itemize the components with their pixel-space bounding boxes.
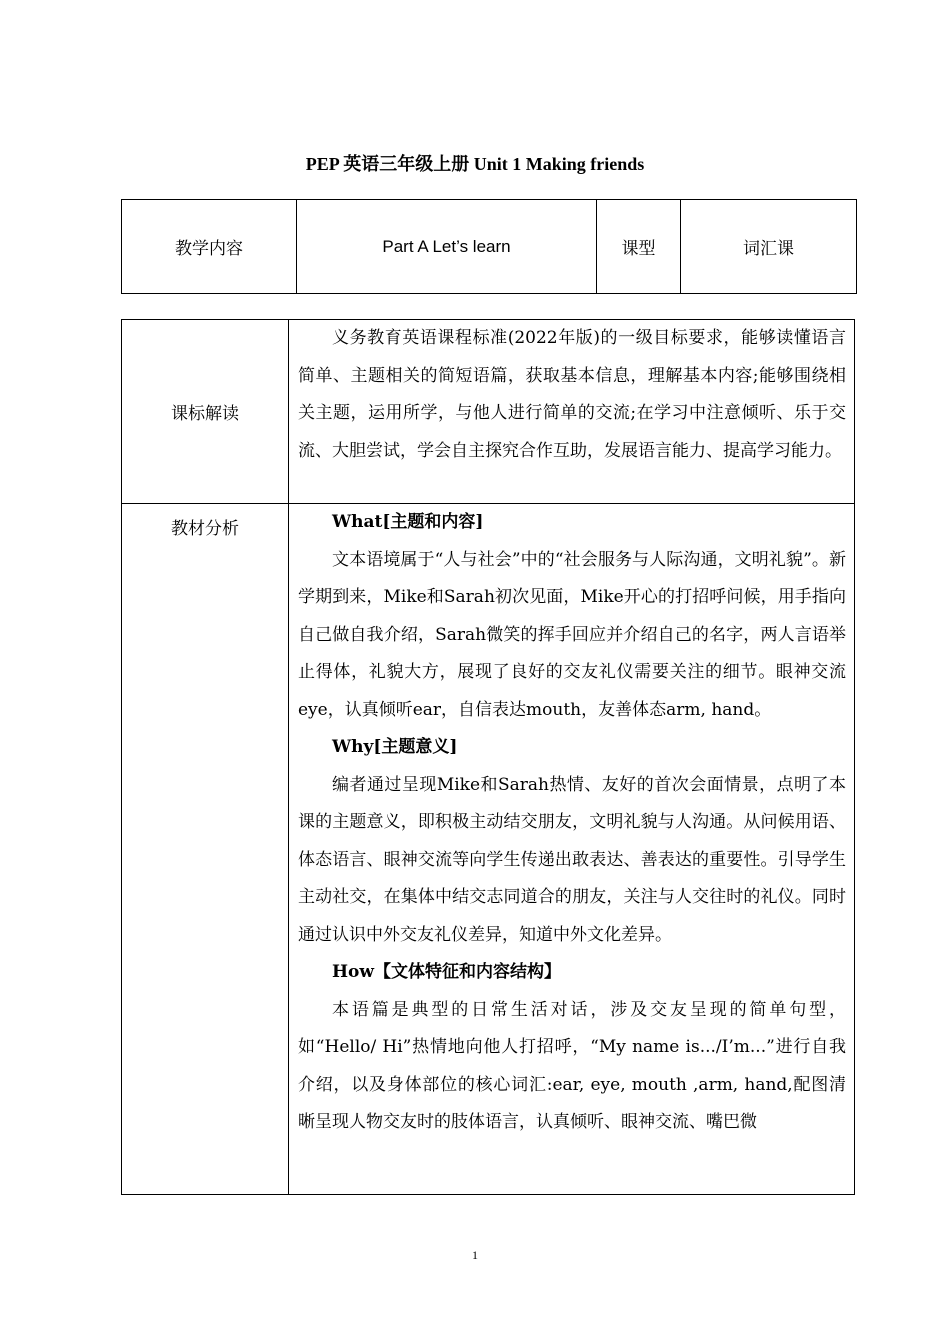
standard-label: 课标解读 xyxy=(122,320,289,504)
what-text: 文本语境属于“人与社会”中的“社会服务与人际沟通，文明礼貌”。新学期到来，Mike和Sarah初次见面，Mike开心的打招呼问候，用手指向自己做自我介绍，Sarah微笑的挥手回应并介绍自己的名字，两人言语举止得体，礼貌大方，展现了良好的交友礼仪需要关注的细节。眼神交流eye，认真倾听ear，自信表达mouth，友善体态arm, hand。 xyxy=(298,549,846,720)
how-heading: How【文体特征和内容结构】 xyxy=(332,962,562,982)
standard-text: 义务教育英语课程标准(2022年版)的一级目标要求，能够读懂语言简单、主题相关的简短语篇，获取基本信息，理解基本内容;能够围绕相关主题，运用所学，与他人进行简单的交流;在学习中注意倾听、乐于交流、大胆尝试，学会自主探究合作互助，发展语言能力、提高学习能力。 xyxy=(298,328,846,461)
type-label: 课型 xyxy=(597,200,681,294)
page-number: 1 xyxy=(472,1248,478,1262)
standard-cell xyxy=(289,320,855,504)
analysis-cell xyxy=(289,504,855,1195)
lesson-info-table xyxy=(121,199,857,294)
lesson-analysis-table xyxy=(121,319,855,1195)
why-text: 编者通过呈现Mike和Sarah热情、友好的首次会面情景，点明了本课的主题意义，即积极主动结交朋友，文明礼貌与人沟通。从问候用语、体态语言、眼神交流等向学生传递出敢表达、善表达的重要性。引导学生主动社交，在集体中结交志同道合的朋友，关注与人交往时的礼仪。同时通过认识中外交友礼仪差异，知道中外文化差异。 xyxy=(298,774,846,945)
analysis-label: 教材分析 xyxy=(122,504,289,1195)
document-title: PEP 英语三年级上册 Unit 1 Making friends xyxy=(305,154,645,174)
content-label: 教学内容 xyxy=(122,200,297,294)
type-value: 词汇课 xyxy=(681,200,857,294)
what-heading: What[主题和内容] xyxy=(332,512,484,532)
how-text: 本语篇是典型的日常生活对话，涉及交友呈现的简单句型，如“Hello/ Hi”热情地向他人打招呼，“My name is.../I’m...”进行自我介绍，以及身体部位的核心词汇:ear, eye, mouth ,arm, hand,配图清晰呈现人物交友时的肢体语言，认真倾听、眼神交流、嘴巴微 xyxy=(298,999,846,1132)
why-heading: Why[主题意义] xyxy=(332,737,458,757)
content-value: Part A Let’s learn xyxy=(297,200,597,294)
